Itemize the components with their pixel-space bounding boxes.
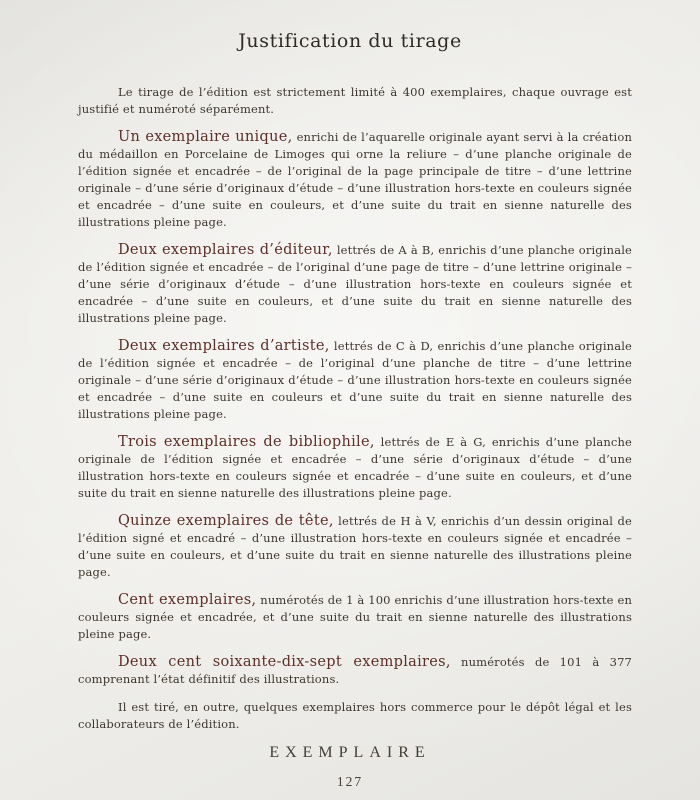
- exemplaire-label: EXEMPLAIRE: [269, 744, 431, 761]
- paragraph-body: lettrés de A à B, enrichis d’une planche originale de l’édition signée et encadrée – de l’original d’une page de titre – d’une lettrine originale – d’une série d’originaux d’étude – d’une illustration hors-texte en couleurs signée et encadrée – d’une suite en couleurs, et d’une suite du trait en sienne naturelle des illustrations pleine page.: [78, 243, 632, 325]
- page-number: 127: [336, 774, 364, 789]
- page-footer: [0, 744, 700, 790]
- colophon-text: [78, 84, 632, 744]
- page-title: Justification du tirage: [238, 30, 462, 52]
- paragraph-artist-copies: [78, 338, 632, 423]
- paragraph-body: lettrés de H à V, enrichis d’un dessin original de l’édition signé et encadré – d’une illustration hors-texte en couleurs signée et encadrée – d’une suite en couleurs, et d’une suite du trait en sienne naturelle des illustrations pleine page.: [78, 514, 632, 579]
- paragraph-publisher-copies: [78, 242, 632, 327]
- paragraph-unique-copy: [78, 129, 632, 231]
- paragraph-lead: Deux cent soixante-dix-sept exemplaires,: [118, 654, 451, 670]
- paragraph-lead: Quinze exemplaires de tête,: [118, 513, 334, 529]
- paragraph-body: lettrés de C à D, enrichis d’une planche originale de l’édition signée et encadrée – de l’original d’une planche de titre – d’une lettrine originale – d’une série d’originaux d’étude – d’une illustration hors-texte en couleurs signée et encadrée – d’une suite en couleurs et d’une suite du trait en sienne naturelle des illustrations pleine page.: [78, 339, 632, 421]
- paragraph-hundred-copies: [78, 592, 632, 643]
- paragraph-body: numérotés de 101 à 377 comprenant l’état définitif des illustrations.: [78, 655, 632, 686]
- paragraph-hors-commerce: [78, 699, 632, 733]
- paragraph-head-copies: [78, 513, 632, 581]
- paragraph-body: lettrés de E à G, enrichis d’une planche originale de l’édition signée et encadrée – d’une série d’originaux d’étude – d’une illustration hors-texte en couleurs signée et encadrée – d’une suite en couleurs, et d’une suite du trait en sienne naturelle des illustrations pleine page.: [78, 435, 632, 500]
- paragraph-body: Il est tiré, en outre, quelques exemplaires hors commerce pour le dépôt légal et les collaborateurs de l’édition.: [78, 700, 632, 731]
- paragraph-print-run: [78, 84, 632, 118]
- paragraph-lead: Deux exemplaires d’éditeur,: [118, 242, 333, 258]
- paragraph-body: enrichi de l’aquarelle originale ayant servi à la création du médaillon en Porcelaine de Limoges qui orne la reliure – d’une planche originale de l’édition signée et encadrée – de l’original de la page principale de titre – d’une lettrine originale – d’une série d’originaux d’étude – d’une illustration hors-texte en couleurs signée et encadrée – d’une suite en couleurs, et d’une suite du trait en sienne naturelle des illustrations pleine page.: [78, 130, 632, 229]
- paragraph-body: numérotés de 1 à 100 enrichis d’une illustration hors-texte en couleurs signée et encadrée, et d’une suite du trait en sienne naturelle des illustrations pleine page.: [78, 593, 632, 641]
- paragraph-lead: Cent exemplaires,: [118, 592, 257, 608]
- paragraph-body: Le tirage de l’édition est strictement limité à 400 exemplaires, chaque ouvrage est justifié et numéroté séparément.: [78, 85, 632, 116]
- paragraph-numbered-copies: [78, 654, 632, 688]
- paragraph-lead: Un exemplaire unique,: [118, 129, 293, 145]
- paragraph-lead: Deux exemplaires d’artiste,: [118, 338, 330, 354]
- paragraph-lead: Trois exemplaires de bibliophile,: [118, 434, 375, 450]
- paragraph-bibliophile-copies: [78, 434, 632, 502]
